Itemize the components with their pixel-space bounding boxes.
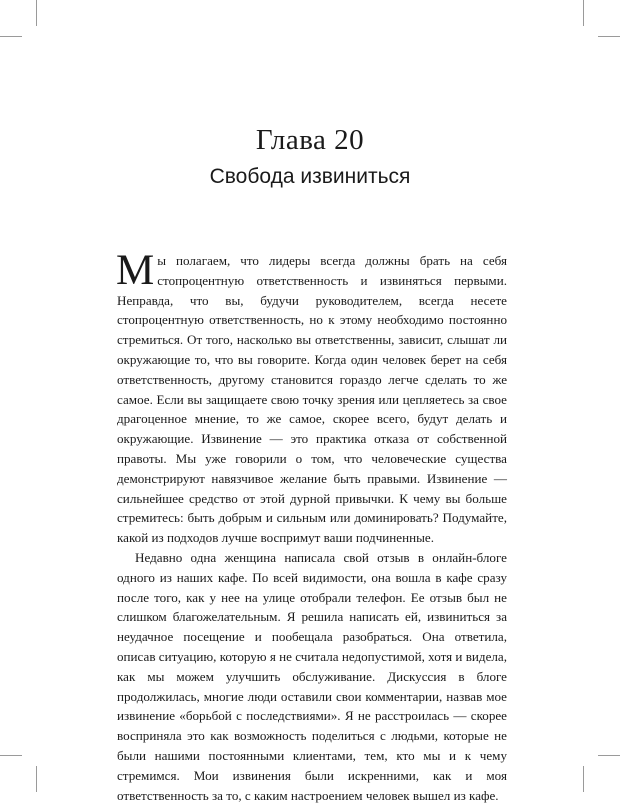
crop-mark-bottom-right — [583, 766, 584, 792]
paragraph-1-text: ы полагаем, что лидеры всегда должны брать на себя стопроцентную ответственность и извиняться первыми. Неправда, что вы, будучи руководителем, всегда несете стопроцентную ответственность, но к этому необходимо постоянно стремиться. От того, насколько вы ответственны, зависит, слышат ли окружающие то, что вы говорите. Когда один человек берет на себя ответственность, другому становится гораздо легче сделать то же самое. Если вы защищаете свою точку зрения или цепляетесь за свое драгоценное мнение, то же самое, скорее всего, будут делать и окружающие. Извинение — это практика отказа от собственной правоты. Мы уже говорили о том, что человеческие существа демонстрируют навязчивое желание быть правыми. Извинение — сильнейшее средство от этой дурной привычки. К чему вы больше стремитесь: быть добрым и сильным или доминировать? Подумайте, какой из подходов лучше воспримут ваши подчиненные. — [117, 253, 507, 546]
body-text — [116, 247, 507, 805]
paragraph-2: Недавно одна женщина написала свой отзыв в онлайн-блоге одного из наших кафе. По всей видимости, она вошла в кафе сразу после того, как у нее на улице отобрали телефон. Ее отзыв был не слишком благожелательным. Я решила написать ей, извиниться за неудачное посещение и пообещала разобраться. Она ответила, описав ситуацию, которую я не считала недопустимой, хотя и видела, как мы можем улучшить обслуживание. Дискуссия в блоге продолжилась, многие люди оставили свои комментарии, назвав мое извинение «борьбой с последствиями». Я не расстроилась — скорее восприняла это как возможность поделиться с людьми, которые не были нашими постоянными клиентами, тем, кто мы и к чему стремимся. Мои извинения были искренними, как и моя ответственность за то, с каким настроением человек вышел из кафе. — [117, 549, 507, 803]
crop-mark-bottom-left — [36, 766, 37, 792]
crop-mark-top-left-h — [0, 36, 22, 37]
crop-mark-bottom-left-h — [0, 755, 22, 756]
crop-mark-top-right — [583, 0, 584, 26]
crop-mark-bottom-right-h — [598, 755, 620, 756]
crop-mark-top-left — [36, 0, 37, 26]
drop-cap: М — [116, 247, 155, 294]
chapter-title: Свобода извиниться — [209, 165, 411, 188]
paragraph-1 — [116, 247, 507, 548]
crop-mark-top-right-h — [598, 36, 620, 37]
chapter-number: Глава 20 — [255, 124, 365, 156]
